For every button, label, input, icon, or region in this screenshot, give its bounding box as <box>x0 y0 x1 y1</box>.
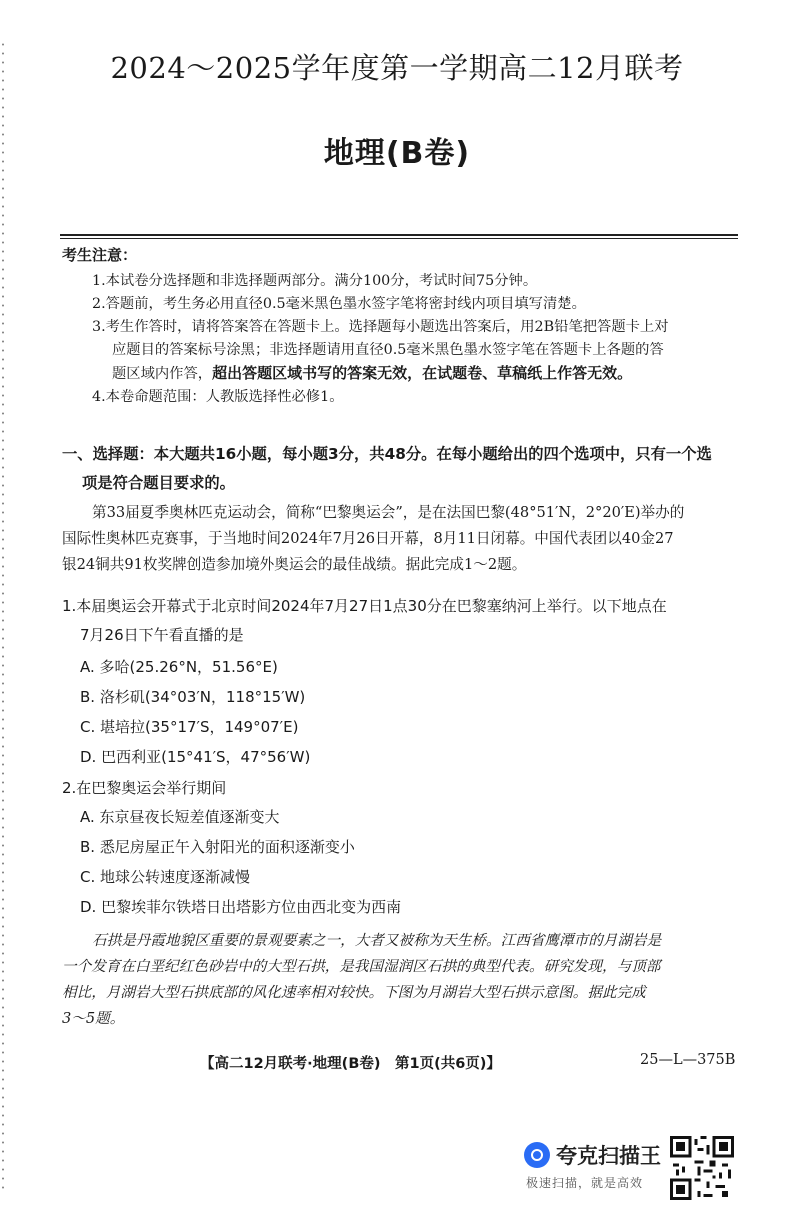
passage-olympics-line2: 国际性奥林匹克赛事，于当地时间2024年7月26日开幕，8月11日闭幕。中国代表团以40金27 <box>62 530 674 547</box>
question-1-stem-line2: 7月26日下午看直播的是 <box>80 626 244 644</box>
passage-stone-arch-line3: 相比，月湖岩大型石拱底部的风化速率相对较快。下图为月湖岩大型石拱示意图。据此完成 <box>62 984 646 1001</box>
passage-olympics-line3: 银24铜共91枚奖牌创造参加境外奥运会的最佳战绩。据此完成1～2题。 <box>62 556 527 573</box>
question-1-option-d: D. 巴西利亚(15°41′S，47°56′W) <box>80 748 311 766</box>
notice-item-3-emphasis: 超出答题区域书写的答案无效，在试题卷、草稿纸上作答无效。 <box>212 364 633 382</box>
question-2-option-c: C. 地球公转速度逐渐减慢 <box>80 868 251 886</box>
notice-item-3-line3 <box>92 362 742 386</box>
exam-title: 2024～2025学年度第一学期高二12月联考 <box>110 51 684 85</box>
question-2-stem: 2.在巴黎奥运会举行期间 <box>62 779 227 797</box>
notice-item-3-plain: 题区域内作答， <box>112 366 213 382</box>
question-2-option-a: A. 东京昼夜长短差值逐渐变大 <box>80 808 280 826</box>
question-1-option-a: A. 多哈(25.26°N，51.56°E) <box>80 658 278 676</box>
question-1-option-b: B. 洛杉矶(34°03′N，118°15′W) <box>80 688 306 706</box>
qr-code-icon <box>670 1136 734 1200</box>
passage-olympics <box>62 500 742 578</box>
notice-list <box>92 270 742 409</box>
notice-item-1: 1.本试卷分选择题和非选择题两部分。满分100分，考试时间75分钟。 <box>92 273 538 289</box>
question-1-option-c: C. 堪培拉(35°17′S，149°07′E) <box>80 718 299 736</box>
passage-olympics-line1: 第33届夏季奥林匹克运动会，简称“巴黎奥运会”，是在法国巴黎(48°51′N，2°20′E)举办的 <box>92 504 685 521</box>
section-heading-line1: 一、选择题：本大题共16小题，每小题3分，共48分。在每小题给出的四个选项中，只有一个选 <box>62 445 712 463</box>
scanner-brand-name: 夸克扫描王 <box>556 1144 661 1168</box>
footer-code: 25—L—375B <box>640 1052 736 1068</box>
divider-thick <box>60 234 738 236</box>
scanner-watermark <box>520 1138 670 1194</box>
footer-page-info: 【高二12月联考·地理(B卷) 第1页(共6页)】 <box>200 1056 501 1072</box>
passage-stone-arch <box>62 928 742 1032</box>
section-heading-line2: 项是符合题目要求的。 <box>82 474 235 492</box>
notice-item-3: 3.考生作答时，请将答案答在答题卡上。选择题每小题选出答案后，用2B铅笔把答题卡上对 <box>92 319 669 335</box>
subject-title: 地理(B卷) <box>323 136 471 171</box>
question-1-stem <box>62 592 742 650</box>
notice-item-4: 4.本卷命题范围：人教版选择性必修1。 <box>92 389 344 405</box>
question-2-option-b: B. 悉尼房屋正午入射阳光的面积逐渐变小 <box>80 838 355 856</box>
notice-item-3-line2: 应题目的答案标号涂黑；非选择题请用直径0.5毫米黑色墨水签字笔在答题卡上各题的答 <box>112 342 664 358</box>
passage-stone-arch-line4: 3～5题。 <box>62 1010 125 1027</box>
question-1-stem-line1: 1.本届奥运会开幕式于北京时间2024年7月27日1点30分在巴黎塞纳河上举行。以下地点在 <box>62 597 667 615</box>
scanner-tagline: 极速扫描，就是高效 <box>526 1176 644 1190</box>
section-heading <box>62 440 742 498</box>
passage-stone-arch-line2: 一个发育在白垩纪红色砂岩中的大型石拱，是我国湿润区石拱的典型代表。研究发现，与顶部 <box>62 958 661 975</box>
notice-heading: 考生注意： <box>62 246 138 264</box>
scanner-logo-icon <box>524 1142 550 1168</box>
divider-thin <box>60 238 738 239</box>
binding-edge-dots <box>0 40 8 1190</box>
passage-stone-arch-line1: 石拱是丹霞地貌区重要的景观要素之一，大者又被称为天生桥。江西省鹰潭市的月湖岩是 <box>92 932 662 949</box>
question-2-option-d: D. 巴黎埃菲尔铁塔日出塔影方位由西北变为西南 <box>80 898 402 916</box>
notice-item-2: 2.答题前，考生务必用直径0.5毫米黑色墨水签字笔将密封线内项目填写清楚。 <box>92 296 586 312</box>
